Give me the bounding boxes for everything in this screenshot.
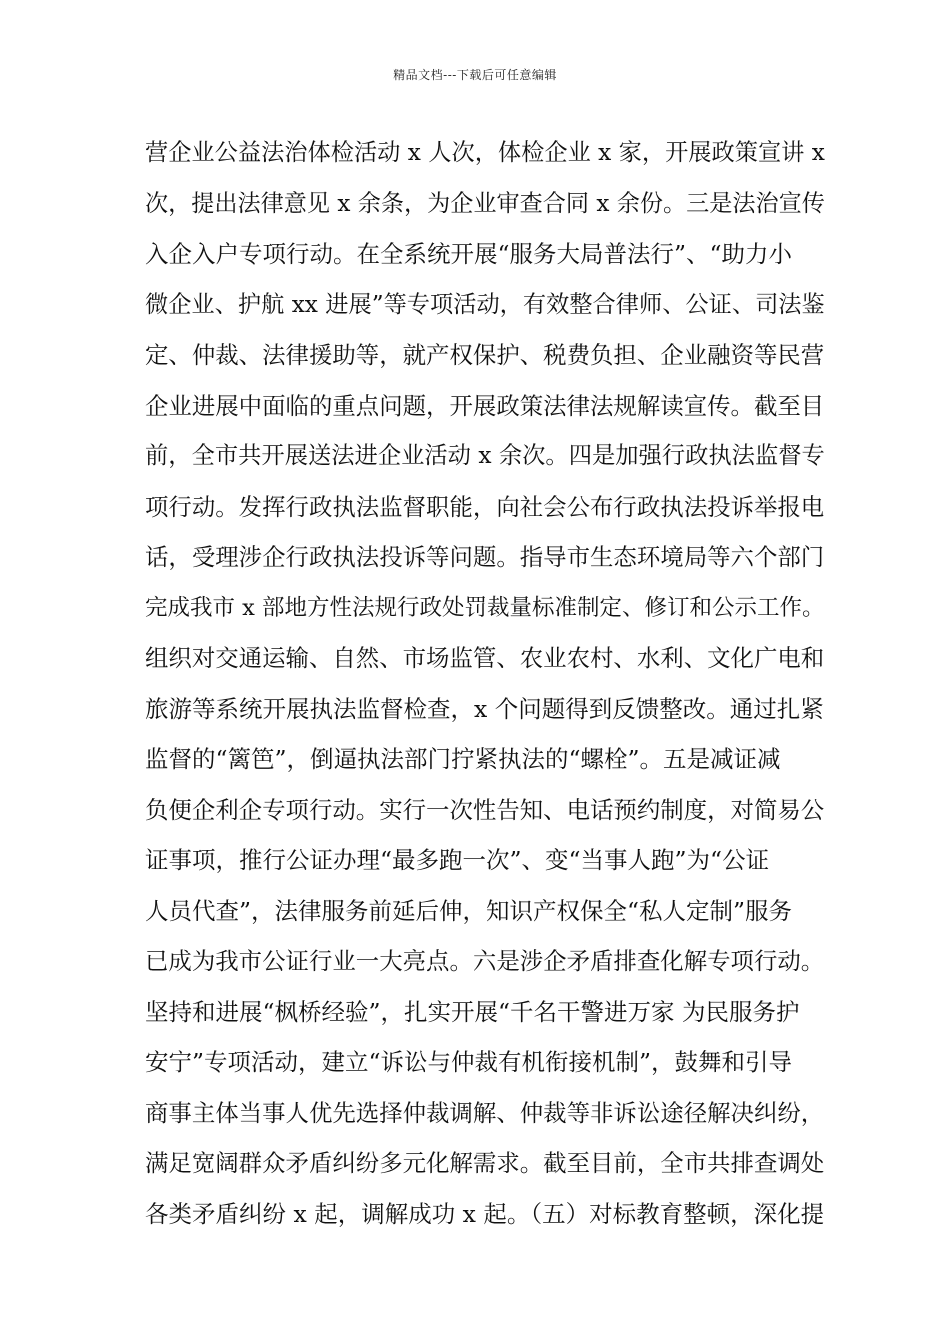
- text-line: 证事项，推行公证办理“最多跑一次”、变“当事人跑”为“公证: [145, 846, 770, 874]
- text-line: 负便企利企专项行动。实行一次性告知、电话预约制度，对简易公: [145, 795, 825, 824]
- page-header: 精品文档---下载后可任意编辑: [393, 68, 557, 82]
- text-line: 营企业公益法治体检活动 x 人次，体检企业 x 家，开展政策宣讲 x: [145, 139, 825, 166]
- text-line: 商事主体当事人优先选择仲裁调解、仲裁等非诉讼途径解决纠纷，: [145, 1098, 825, 1127]
- text-line: 定、仲裁、法律援助等，就产权保护、税费负担、企业融资等民营: [145, 341, 825, 369]
- text-line: 完成我市 x 部地方性法规行政处罚裁量标准制定、修订和公示工作。: [145, 594, 825, 621]
- text-line: 微企业、护航 xx 进展”等专项活动，有效整合律师、公证、司法鉴: [145, 290, 825, 318]
- text-line: 监督的“篱笆”，倒逼执法部门拧紧执法的“螺栓”。五是减证减: [145, 745, 781, 773]
- text-line: 坚持和进展“枫桥经验”，扎实开展“千名干警进万家 为民服务护: [145, 997, 800, 1026]
- text-line: 满足宽阔群众矛盾纠纷多元化解需求。截至目前，全市共排查调处: [145, 1149, 825, 1177]
- text-line: 话，受理涉企行政执法投诉等问题。指导市生态环境局等六个部门: [145, 543, 825, 571]
- text-line: 已成为我市公证行业一大亮点。六是涉企矛盾排查化解专项行动。: [145, 947, 825, 975]
- text-line: 组织对交通运输、自然、市场监管、农业农村、水利、文化广电和: [145, 644, 825, 672]
- text-line: 前，全市共开展送法进企业活动 x 余次。四是加强行政执法监督专: [145, 442, 825, 469]
- text-line: 入企入户专项行动。在全系统开展“服务大局普法行”、“助力小: [145, 240, 793, 268]
- text-line: 各类矛盾纠纷 x 起，调解成功 x 起。（五）对标教育整顿，深化提: [145, 1199, 825, 1228]
- text-line: 项行动。发挥行政执法监督职能，向社会公布行政执法投诉举报电: [145, 492, 825, 521]
- text-line: 旅游等系统开展执法监督检查，x 个问题得到反馈整改。通过扎紧: [145, 694, 824, 723]
- text-line: 安宁”专项活动，建立“诉讼与仲裁有机衔接机制”，鼓舞和引导: [145, 1048, 793, 1076]
- text-line: 次，提出法律意见 x 余条，为企业审查合同 x 余份。三是法治宣传: [145, 190, 825, 217]
- body-text: [145, 128, 825, 1239]
- text-line: 人员代查”，法律服务前延后伸，知识产权保全“私人定制”服务: [145, 896, 793, 925]
- text-line: 企业进展中面临的重点问题，开展政策法律法规解读宣传。截至目: [145, 391, 825, 420]
